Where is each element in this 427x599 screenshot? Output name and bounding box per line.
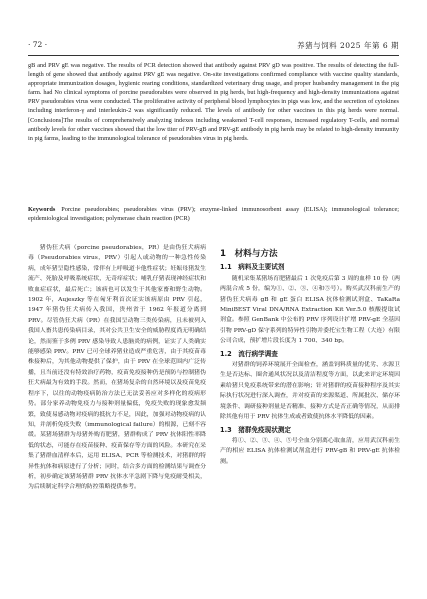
left-column <box>28 243 206 493</box>
keywords-label: Keywords <box>28 206 56 213</box>
subsection-heading-1-2: 1.2 流行病学调查 <box>220 349 278 358</box>
page-number: · 72 · <box>28 40 48 49</box>
keywords-text: Porcine pseudorabies; pseudorabies virus (PRV); enzyme-linked immunosorbent assay (ELISA); immunological tolerance; epidemiological investigation; polymerase chain reaction (PCR) <box>28 206 399 223</box>
section-heading-materials-methods: 1 材料与方法 <box>220 249 278 259</box>
english-abstract: gB and PRV gE was negative. The results of PCR detection showed that antibody against PRV gD was positive. The results of detecting the full-length of gene showed that antibody against PRV gE was negative. On-site investigations confirmed compliance with vaccine quality standards, appropriate immunization dosages, hygienic rearing conditions, standardized veterinary drug usage, and proper husbandry management in the pig farm. had No clinical symptoms of porcine pseudorabies were observed in pig herds, but high-frequency and high-density immunizations against PRV pseudorabies virus were conducted. The proliferative activity of peripheral blood lymphocytes in pigs was low, and the secretion of cytokines including interferon-γ and interleukin-2 was significantly reduced. The levels of antibody for other vaccines in this pig herds were normal. [Conclusions]The results of comprehensively analyzing indexes including weakened T-cell responses, increased regulatory T-cells, and normal antibody levels for other vaccines showed that the low titer of PRV-gB and PRV-gE antibody in pig herds may be related to high-density immunity in pig farms, leading to the immunological tolerance of pseudorabies virus in pig herds. <box>28 62 399 142</box>
journal-title: 养猪与饲料 2025 年第 6 期 <box>297 41 399 50</box>
paragraph-1-2: 对猪群的饲养环境展开全面检查，涵盖饲料质量的优劣、水源卫生是否达标、圈舍通风状况以及清洁程度等方面，以此来评定环境因素给猪只免疫系统带来的潜在影响；针对猪群的疫苗接种程序及其实际执行状况进行深入调查，并对疫苗的来源渠道、所属批次、储存环境条件、调研接种剂量是否精准、接种方式是否正确等情况，从而排除其他有用于 PRV 抗体生成或者致使抗体水平降低的因素。 <box>220 362 400 421</box>
paragraph-1-1: 随机采集某猪场育肥猪最后 1 次免疫后第 3 周的血样 10 份（两两混合成 5 份，编为①、②、③、④和⑤号）。购买武汉科前生产的猪伪狂犬病毒 gB 和 gE 蛋白 ELISA 抗体检测试剂盒、TaKaRa MiniBEST Viral DNA/RNA Extraction Kit Ver.5.0 核酸提取试剂盒。参照 GenBank 中公布的 PRV 序列设计扩增 PRV-gE 全基因引物 PRV-gD 保守系列的特异性引物并委托宝生物工程（大连）有限公司合成，预扩增片段长度为 1 700、340 bp。 <box>220 275 400 345</box>
subsection-heading-1-3: 1.3 猪群免疫现状测定 <box>220 425 292 434</box>
subsection-heading-1-1: 1.1 病料及主要试剂 <box>220 263 285 272</box>
intro-paragraph: 猪伪狂犬病（porcine pseudorabies，PR）是由伪狂犬病病毒（Pseudorabies virus，PRV）引起人或动物的一种急性传染病，成年猪呈隐性感染，常伴有上呼吸道卡他性症状；妊娠母猪发生流产、死胎及呼吸系统症状，无奇痒症状；哺乳仔猪表现神经症状和败血症症状，最后死亡；该病也可以发生于其他家畜和野生动物。1902 年，Aujeszky 等在匈牙利首次证实该病原由 PRV 引起，1947 年猪伪狂犬病传入我国，贵州省于 1962 年报道分离到 PRV。尽管伪狂犬病（PR）在我国呈动物三类传染病，且未被列入我国人畜共患传染病目录，其对公共卫生安全的威胁程度尚无明确结论，然而鉴于多例 PRV 感染导致人患脑炎的病例，证实了人类确实能够感染 PRV。PRV 已可全球养猪业造成严重危害，由于其疫苗毒株接种后，为其他动物提供了保护，由于 PRV 在全球范围内广泛传播，且当前还没有特效治疗药物，疫苗免疫接种仍是预防与控制猪伪狂犬病最为有效的手段。然而，在猪场复杂的自然环境以及疫苗免疫程序下，以往的动物疫病防治方法已无法妥善应对多样化的疫病形势。部分家养动物免疫力与接种剂量偏低，免疫失败的现象愈发频繁，致使易感动物对疫病的抵抗力不足，因此，加强对动物疫病的认知，并剖析免疫失败（immunological failure）的根源，已刻不容缓。某猪场猪群为母猪外购育肥猪，猪群构成了 PRV 抗体阳性率降低的状态，可能存在疫苗接种、疫苗保存等方面的风险。本研究在采集了猪群血清样本后，运用 ELISA、PCR 等检测技术，对猪群的特异性抗体和病原进行了分析；同时，结合多方面的检测结果与调查分析，初步确定该猪场猪群 PRV 抗体水平急剧下降与免疫耐受相关，为后续制定科学合理的防控策略提供参考。 <box>28 245 206 491</box>
right-column <box>220 243 400 467</box>
keywords <box>28 205 399 223</box>
header-divider <box>28 55 399 56</box>
page-header <box>28 40 399 54</box>
paragraph-1-3: 将①、②、③、④、⑤号全血分别离心取血清，应用武汉科前生产的相应 ELISA 抗体检测试剂盒进行 PRV-gB 和 PRV-gE 抗体检测。 <box>220 437 400 465</box>
